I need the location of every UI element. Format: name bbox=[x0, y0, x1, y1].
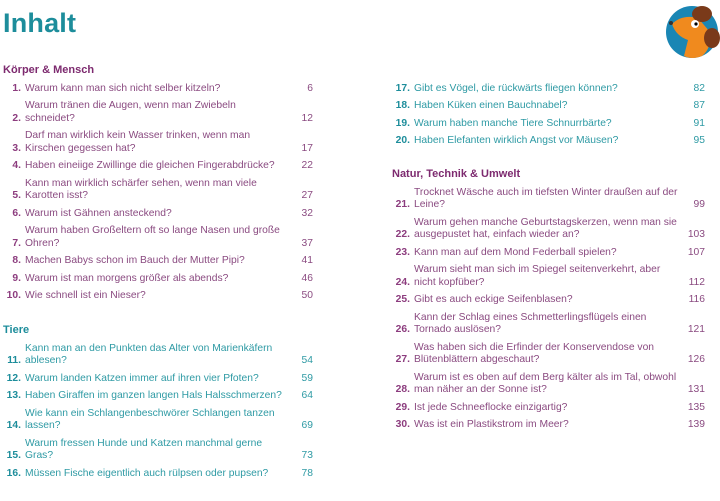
entry-page-number: 95 bbox=[693, 135, 705, 146]
toc-entry[interactable] bbox=[3, 388, 313, 406]
entry-page-number: 17 bbox=[301, 142, 313, 154]
entry-page-number: 12 bbox=[301, 112, 313, 124]
entry-page-number: 37 bbox=[301, 237, 313, 249]
entry-number: 15. bbox=[6, 450, 21, 461]
entry-page-number: 46 bbox=[301, 272, 313, 284]
toc-entry[interactable] bbox=[392, 133, 705, 151]
entry-number: 29. bbox=[395, 401, 410, 413]
toc-entry[interactable] bbox=[392, 369, 705, 399]
entry-number: 10. bbox=[6, 290, 21, 301]
toc-entry[interactable] bbox=[3, 128, 313, 158]
entry-page-number: 6 bbox=[307, 82, 313, 94]
section-tiere-continued bbox=[392, 80, 705, 150]
entry-page-number: 139 bbox=[687, 419, 705, 430]
entry-number: 3. bbox=[12, 142, 21, 154]
toc-entry[interactable] bbox=[3, 405, 313, 435]
toc-entry[interactable] bbox=[392, 262, 705, 292]
toc-entry[interactable] bbox=[392, 98, 705, 116]
toc-entry[interactable] bbox=[392, 417, 705, 435]
entry-page-number: 32 bbox=[301, 207, 313, 219]
entry-title: Kann der Schlag eines Schmetterlingsflügels einen Tornado auslösen? bbox=[414, 311, 647, 335]
entry-title: Was haben sich die Erfinder der Konservendose von Blütenblättern abgeschaut? bbox=[414, 341, 655, 365]
entry-title: Warum ist man morgens größer als abends? bbox=[25, 272, 229, 284]
entry-number: 1. bbox=[12, 82, 21, 94]
entry-number: 22. bbox=[395, 229, 410, 240]
entry-number: 12. bbox=[6, 372, 21, 384]
entry-title: Warum sieht man sich im Spiegel seitenverkehrt, aber nicht kopfüber? bbox=[414, 264, 661, 288]
entry-page-number: 103 bbox=[687, 229, 705, 240]
entry-page-number: 131 bbox=[687, 384, 705, 395]
entry-page-number: 112 bbox=[688, 276, 705, 288]
entry-number: 20. bbox=[395, 135, 410, 146]
entry-number: 21. bbox=[395, 199, 410, 210]
section-heading: Körper & Mensch bbox=[3, 64, 95, 76]
toc-entry[interactable] bbox=[3, 223, 313, 253]
page-title: Inhalt bbox=[3, 8, 77, 38]
entry-title: Haben Elefanten wirklich Angst vor Mäusen? bbox=[414, 135, 619, 146]
entry-page-number: 99 bbox=[693, 199, 705, 210]
entry-number: 19. bbox=[395, 117, 410, 129]
entry-title: Warum gehen manche Geburtstagskerzen, wenn man sie ausgepustet hat, einfach wieder an? bbox=[414, 216, 677, 240]
entry-number: 6. bbox=[12, 207, 21, 219]
entry-title: Warum kann man sich nicht selber kitzeln? bbox=[25, 82, 221, 94]
entry-number: 14. bbox=[6, 420, 21, 431]
entry-title: Warum ist Gähnen ansteckend? bbox=[25, 207, 172, 219]
toc-entry[interactable] bbox=[3, 175, 313, 205]
entry-title: Warum haben manche Tiere Schnurrbärte? bbox=[414, 117, 612, 129]
entry-number: 11. bbox=[7, 355, 21, 366]
entry-title: Trocknet Wäsche auch im tiefsten Winter draußen auf der Leine? bbox=[414, 186, 678, 210]
toc-entry[interactable] bbox=[392, 309, 705, 339]
entry-page-number: 78 bbox=[301, 467, 313, 479]
entry-page-number: 22 bbox=[301, 160, 313, 171]
entry-title: Warum tränen die Augen, wenn man Zwiebeln schneidet? bbox=[25, 100, 236, 124]
entry-title: Ist jede Schneeflocke einzigartig? bbox=[414, 401, 568, 413]
entry-number: 9. bbox=[12, 272, 21, 284]
entry-page-number: 41 bbox=[301, 255, 313, 266]
toc-entry[interactable] bbox=[3, 158, 313, 176]
toc-entry[interactable] bbox=[392, 399, 705, 417]
entry-title: Warum landen Katzen immer auf ihren vier Pfoten? bbox=[25, 372, 259, 384]
toc-entry[interactable] bbox=[392, 115, 705, 133]
toc-entry[interactable] bbox=[3, 340, 313, 370]
entry-page-number: 64 bbox=[301, 390, 313, 401]
entry-page-number: 126 bbox=[687, 354, 705, 365]
entry-title: Gibt es auch eckige Seifenblasen? bbox=[414, 294, 573, 305]
entry-title: Haben Giraffen im ganzen langen Hals Halsschmerzen? bbox=[25, 390, 282, 401]
entry-page-number: 116 bbox=[688, 294, 705, 305]
entry-title: Wie schnell ist ein Nieser? bbox=[25, 290, 146, 301]
section-natur-technik-umwelt bbox=[392, 167, 705, 434]
entry-page-number: 87 bbox=[693, 100, 705, 111]
entry-page-number: 59 bbox=[301, 372, 313, 384]
entry-number: 7. bbox=[12, 237, 21, 249]
toc-entry[interactable] bbox=[3, 253, 313, 271]
entry-page-number: 54 bbox=[301, 355, 313, 366]
mouse-logo-icon bbox=[662, 2, 720, 60]
toc-entry[interactable] bbox=[3, 98, 313, 128]
entry-number: 24. bbox=[395, 276, 410, 288]
toc-entry[interactable] bbox=[392, 80, 705, 98]
entry-number: 16. bbox=[6, 467, 21, 479]
toc-right-column bbox=[392, 80, 705, 452]
toc-entry[interactable] bbox=[3, 288, 313, 306]
entry-page-number: 91 bbox=[693, 117, 705, 129]
entry-page-number: 73 bbox=[301, 450, 313, 461]
toc-entry[interactable] bbox=[3, 465, 313, 483]
entry-title: Warum fressen Hunde und Katzen manchmal gerne Gras? bbox=[25, 437, 263, 461]
entry-page-number: 82 bbox=[693, 82, 705, 94]
section-koerper-mensch bbox=[3, 63, 313, 305]
toc-entry[interactable] bbox=[392, 244, 705, 262]
entry-number: 28. bbox=[395, 384, 410, 395]
entry-number: 18. bbox=[395, 100, 410, 111]
entry-number: 26. bbox=[395, 324, 410, 335]
toc-entry[interactable] bbox=[392, 339, 705, 369]
entry-page-number: 107 bbox=[687, 246, 705, 258]
entry-number: 27. bbox=[395, 354, 410, 365]
entry-title: Haben Küken einen Bauchnabel? bbox=[414, 100, 568, 111]
entry-number: 17. bbox=[395, 82, 410, 94]
entry-number: 8. bbox=[12, 255, 21, 266]
entry-title: Machen Babys schon im Bauch der Mutter Pipi? bbox=[25, 255, 245, 266]
entry-number: 30. bbox=[395, 419, 410, 430]
entry-title: Gibt es Vögel, die rückwärts fliegen können? bbox=[414, 82, 618, 94]
toc-entry[interactable] bbox=[392, 184, 705, 214]
entry-page-number: 27 bbox=[301, 190, 313, 201]
entry-number: 5. bbox=[12, 190, 21, 201]
toc-entry[interactable] bbox=[3, 435, 313, 465]
toc-entry[interactable] bbox=[392, 292, 705, 310]
entry-number: 23. bbox=[395, 246, 410, 258]
toc-entry[interactable] bbox=[3, 270, 313, 288]
section-heading: Tiere bbox=[3, 324, 30, 336]
toc-entry[interactable] bbox=[3, 80, 313, 98]
entry-number: 13. bbox=[6, 390, 21, 401]
toc-entry[interactable] bbox=[3, 205, 313, 223]
entry-title: Haben eineiige Zwillinge die gleichen Fingerabdrücke? bbox=[25, 160, 275, 171]
entry-title: Warum ist es oben auf dem Berg kälter als im Tal, obwohl man näher an der Sonne ist? bbox=[414, 371, 677, 395]
entry-page-number: 135 bbox=[687, 401, 705, 413]
entry-page-number: 50 bbox=[301, 290, 313, 301]
entry-number: 25. bbox=[395, 294, 410, 305]
entry-title: Müssen Fische eigentlich auch rülpsen oder pupsen? bbox=[25, 467, 269, 479]
entry-number: 2. bbox=[12, 112, 21, 124]
toc-entry[interactable] bbox=[392, 214, 705, 244]
toc-left-column bbox=[3, 63, 313, 501]
entry-title: Warum haben Großeltern oft so lange Nasen und große Ohren? bbox=[25, 225, 280, 249]
toc-entry[interactable] bbox=[3, 370, 313, 388]
entry-title: Was ist ein Plastikstrom im Meer? bbox=[414, 419, 569, 430]
entry-title: Darf man wirklich kein Wasser trinken, wenn man Kirschen gegessen hat? bbox=[25, 130, 251, 154]
entry-title: Kann man auf dem Mond Federball spielen? bbox=[414, 246, 617, 258]
section-heading: Natur, Technik & Umwelt bbox=[392, 168, 521, 180]
entry-page-number: 69 bbox=[301, 420, 313, 431]
entry-number: 4. bbox=[12, 160, 21, 171]
entry-title: Kann man wirklich schärfer sehen, wenn man viele Karotten isst? bbox=[25, 177, 257, 201]
entry-page-number: 121 bbox=[687, 324, 705, 335]
entry-title: Kann man an den Punkten das Alter von Marienkäfern ablesen? bbox=[25, 342, 273, 366]
entry-title: Wie kann ein Schlangenbeschwörer Schlangen tanzen lassen? bbox=[25, 407, 275, 431]
